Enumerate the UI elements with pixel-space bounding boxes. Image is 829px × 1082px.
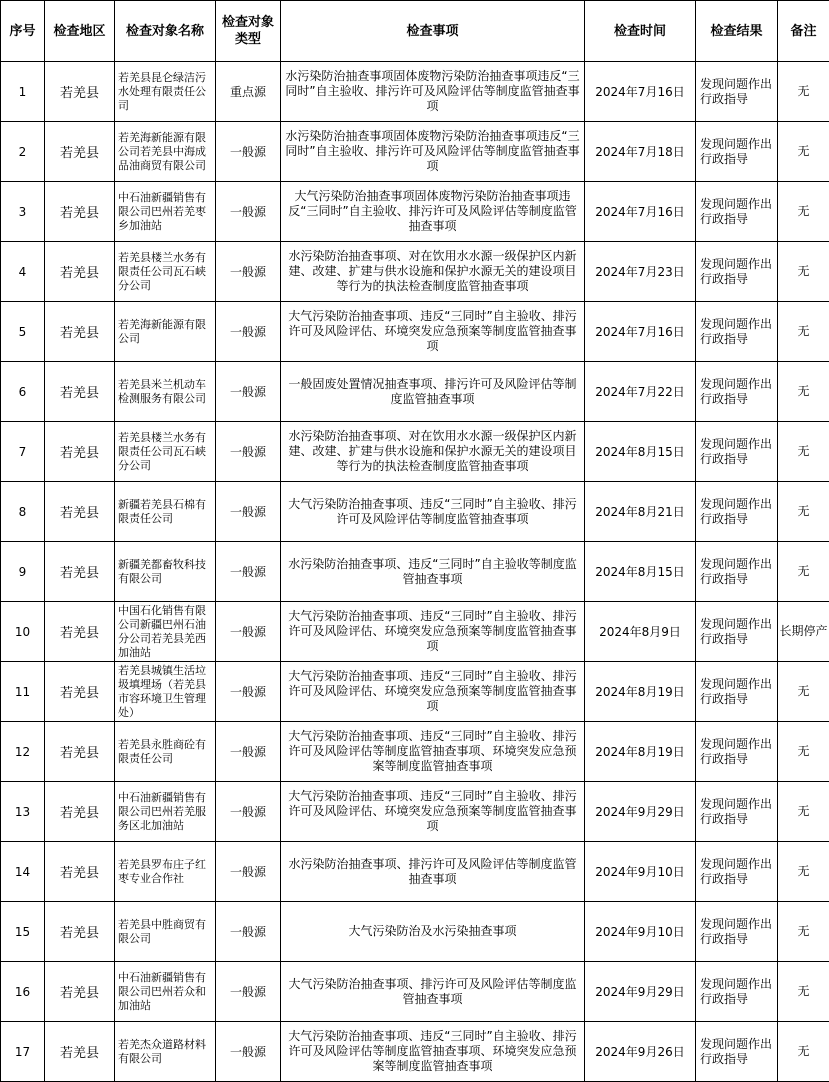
- cell-no: 11: [1, 662, 45, 722]
- cell-inspection-items: [281, 302, 585, 362]
- cell-object-type: 一般源: [216, 302, 281, 362]
- cell-inspection-date: 2024年7月23日: [585, 242, 696, 302]
- cell-inspection-date: 2024年7月16日: [585, 182, 696, 242]
- cell-object-name: [115, 542, 216, 602]
- cell-object-name: [115, 1022, 216, 1082]
- cell-no: 15: [1, 902, 45, 962]
- cell-object-name: [115, 122, 216, 182]
- cell-object-type: 一般源: [216, 182, 281, 242]
- cell-object-type: 重点源: [216, 62, 281, 122]
- cell-note: 无: [778, 662, 829, 722]
- cell-note: 无: [778, 422, 829, 482]
- cell-note: 无: [778, 242, 829, 302]
- cell-note: 无: [778, 482, 829, 542]
- cell-inspection-result: 发现问题作出行政指导: [696, 62, 778, 122]
- cell-inspection-items: [281, 62, 585, 122]
- header-items: 检查事项: [281, 1, 585, 62]
- cell-inspection-items: [281, 1022, 585, 1082]
- table-row: [1, 482, 829, 542]
- cell-inspection-items: [281, 542, 585, 602]
- cell-inspection-date: 2024年9月26日: [585, 1022, 696, 1082]
- cell-inspection-items-text: 大气污染防治抽查事项、违反“三同时”自主验收、排污许可及风险评估等制度监管抽查事项、环境突发应急预案等制度监管抽查事项: [284, 1029, 581, 1074]
- table-row: [1, 662, 829, 722]
- cell-note: 无: [778, 782, 829, 842]
- cell-note: 无: [778, 842, 829, 902]
- cell-inspection-items: [281, 182, 585, 242]
- cell-object-type: 一般源: [216, 662, 281, 722]
- cell-area: 若羌县: [45, 182, 115, 242]
- table-row: [1, 542, 829, 602]
- header-no: 序号: [1, 1, 45, 62]
- cell-object-type: 一般源: [216, 602, 281, 662]
- cell-inspection-items: [281, 842, 585, 902]
- cell-no: 9: [1, 542, 45, 602]
- cell-area: 若羌县: [45, 242, 115, 302]
- cell-inspection-items-text: 大气污染防治抽查事项、违反“三同时”自主验收、排污许可及风险评估等制度监管抽查事项、环境突发应急预案等制度监管抽查事项: [284, 729, 581, 774]
- cell-no: 6: [1, 362, 45, 422]
- cell-object-name: [115, 422, 216, 482]
- cell-object-name: [115, 602, 216, 662]
- cell-object-name-text: 新疆若羌县石棉有限责任公司: [118, 498, 212, 526]
- cell-object-type: 一般源: [216, 482, 281, 542]
- cell-object-name-text: 中石油新疆销售有限公司巴州若众和加油站: [118, 971, 212, 1013]
- table-row: [1, 722, 829, 782]
- cell-note: 无: [778, 1022, 829, 1082]
- cell-inspection-date: 2024年9月29日: [585, 782, 696, 842]
- cell-note: 无: [778, 542, 829, 602]
- cell-inspection-result: 发现问题作出行政指导: [696, 902, 778, 962]
- cell-inspection-result: 发现问题作出行政指导: [696, 842, 778, 902]
- cell-no: 2: [1, 122, 45, 182]
- table-row: [1, 62, 829, 122]
- cell-no: 10: [1, 602, 45, 662]
- cell-area: 若羌县: [45, 482, 115, 542]
- cell-note: 无: [778, 182, 829, 242]
- cell-inspection-result: 发现问题作出行政指导: [696, 722, 778, 782]
- cell-object-name: [115, 242, 216, 302]
- cell-object-name: [115, 182, 216, 242]
- cell-area: 若羌县: [45, 302, 115, 362]
- cell-object-name: [115, 842, 216, 902]
- cell-area: 若羌县: [45, 782, 115, 842]
- cell-object-name: [115, 62, 216, 122]
- cell-object-name-text: 若羌县城镇生活垃圾填埋场（若羌县市容环境卫生管理处）: [118, 664, 212, 720]
- cell-no: 3: [1, 182, 45, 242]
- table-row: [1, 122, 829, 182]
- cell-object-name-text: 中国石化销售有限公司新疆巴州石油分公司若羌县羌西加油站: [118, 604, 212, 660]
- cell-object-type: 一般源: [216, 542, 281, 602]
- table-row: [1, 842, 829, 902]
- cell-area: 若羌县: [45, 602, 115, 662]
- header-result: 检查结果: [696, 1, 778, 62]
- cell-inspection-items-text: 水污染防治抽查事项、排污许可及风险评估等制度监管抽查事项: [284, 857, 581, 887]
- cell-inspection-date: 2024年8月15日: [585, 542, 696, 602]
- cell-object-name: [115, 962, 216, 1022]
- cell-area: 若羌县: [45, 962, 115, 1022]
- cell-inspection-items-text: 一般固废处置情况抽查事项、排污许可及风险评估等制度监管抽查事项: [284, 377, 581, 407]
- cell-inspection-items: [281, 662, 585, 722]
- cell-area: 若羌县: [45, 122, 115, 182]
- cell-inspection-result: 发现问题作出行政指导: [696, 422, 778, 482]
- cell-inspection-date: 2024年7月16日: [585, 62, 696, 122]
- cell-inspection-date: 2024年8月15日: [585, 422, 696, 482]
- cell-inspection-items: [281, 722, 585, 782]
- cell-inspection-result: 发现问题作出行政指导: [696, 962, 778, 1022]
- cell-object-name-text: 中石油新疆销售有限公司巴州若羌枣乡加油站: [118, 191, 212, 233]
- cell-object-name-text: 中石油新疆销售有限公司巴州若羌服务区北加油站: [118, 791, 212, 833]
- cell-no: 8: [1, 482, 45, 542]
- cell-inspection-result: 发现问题作出行政指导: [696, 182, 778, 242]
- cell-inspection-result: 发现问题作出行政指导: [696, 662, 778, 722]
- cell-inspection-date: 2024年7月22日: [585, 362, 696, 422]
- cell-object-name-text: 若羌县昆仑绿洁污水处理有限责任公司: [118, 71, 212, 113]
- table-row: [1, 782, 829, 842]
- table-row: [1, 242, 829, 302]
- cell-object-type: 一般源: [216, 782, 281, 842]
- cell-inspection-result: 发现问题作出行政指导: [696, 302, 778, 362]
- cell-inspection-items-text: 水污染防治抽查事项、违反“三同时”自主验收等制度监管抽查事项: [284, 557, 581, 587]
- cell-inspection-result: 发现问题作出行政指导: [696, 122, 778, 182]
- header-area: 检查地区: [45, 1, 115, 62]
- cell-note: 无: [778, 302, 829, 362]
- cell-object-type: 一般源: [216, 122, 281, 182]
- cell-inspection-date: 2024年9月10日: [585, 902, 696, 962]
- cell-no: 7: [1, 422, 45, 482]
- cell-no: 5: [1, 302, 45, 362]
- cell-area: 若羌县: [45, 842, 115, 902]
- cell-inspection-items-text: 大气污染防治抽查事项固体废物污染防治抽查事项违反“三同时”自主验收、排污许可及风险评估等制度监管抽查事项: [284, 189, 581, 234]
- cell-inspection-items-text: 水污染防治抽查事项、对在饮用水水源一级保护区内新建、改建、扩建与供水设施和保护水源无关的建设项目等行为的执法检查制度监管抽查事项: [284, 249, 581, 294]
- cell-note: 无: [778, 122, 829, 182]
- table-row: [1, 422, 829, 482]
- cell-inspection-date: 2024年9月10日: [585, 842, 696, 902]
- cell-inspection-result: 发现问题作出行政指导: [696, 362, 778, 422]
- table-row: [1, 362, 829, 422]
- cell-no: 4: [1, 242, 45, 302]
- cell-inspection-items: [281, 242, 585, 302]
- cell-inspection-result: 发现问题作出行政指导: [696, 242, 778, 302]
- cell-object-type: 一般源: [216, 362, 281, 422]
- cell-inspection-items: [281, 122, 585, 182]
- header-name: 检查对象名称: [115, 1, 216, 62]
- table-row: [1, 302, 829, 362]
- header-row: [1, 1, 829, 62]
- cell-object-type: 一般源: [216, 962, 281, 1022]
- cell-object-name-text: 若羌县罗布庄子红枣专业合作社: [118, 858, 212, 886]
- table-row: [1, 182, 829, 242]
- cell-object-name: [115, 782, 216, 842]
- cell-note: 长期停产: [778, 602, 829, 662]
- cell-area: 若羌县: [45, 902, 115, 962]
- table-row: [1, 962, 829, 1022]
- cell-object-name-text: 若羌县楼兰水务有限责任公司瓦石峡分公司: [118, 251, 212, 293]
- cell-inspection-date: 2024年8月21日: [585, 482, 696, 542]
- cell-object-name-text: 若羌海新能源有限公司: [118, 318, 212, 346]
- cell-area: 若羌县: [45, 662, 115, 722]
- cell-no: 12: [1, 722, 45, 782]
- cell-area: 若羌县: [45, 1022, 115, 1082]
- cell-note: 无: [778, 902, 829, 962]
- cell-inspection-items-text: 水污染防治抽查事项固体废物污染防治抽查事项违反“三同时”自主验收、排污许可及风险评估等制度监管抽查事项: [284, 129, 581, 174]
- cell-area: 若羌县: [45, 422, 115, 482]
- cell-object-name-text: 新疆羌都畜牧科技有限公司: [118, 558, 212, 586]
- table-body: [1, 62, 829, 1082]
- cell-inspection-date: 2024年7月18日: [585, 122, 696, 182]
- cell-object-name: [115, 902, 216, 962]
- cell-object-type: 一般源: [216, 422, 281, 482]
- cell-object-type: 一般源: [216, 242, 281, 302]
- cell-object-name: [115, 482, 216, 542]
- cell-inspection-items-text: 水污染防治抽查事项、对在饮用水水源一级保护区内新建、改建、扩建与供水设施和保护水源无关的建设项目等行为的执法检查制度监管抽查事项: [284, 429, 581, 474]
- cell-inspection-result: 发现问题作出行政指导: [696, 782, 778, 842]
- cell-area: 若羌县: [45, 362, 115, 422]
- cell-inspection-items-text: 大气污染防治及水污染抽查事项: [284, 924, 581, 939]
- cell-object-name: [115, 722, 216, 782]
- cell-inspection-result: 发现问题作出行政指导: [696, 602, 778, 662]
- cell-inspection-items-text: 大气污染防治抽查事项、违反“三同时”自主验收、排污许可及风险评估、环境突发应急预案等制度监管抽查事项: [284, 789, 581, 834]
- cell-no: 17: [1, 1022, 45, 1082]
- cell-inspection-result: 发现问题作出行政指导: [696, 482, 778, 542]
- cell-inspection-date: 2024年8月9日: [585, 602, 696, 662]
- cell-note: 无: [778, 62, 829, 122]
- cell-inspection-items: [281, 362, 585, 422]
- cell-inspection-items-text: 大气污染防治抽查事项、排污许可及风险评估等制度监管抽查事项: [284, 977, 581, 1007]
- header-date: 检查时间: [585, 1, 696, 62]
- cell-inspection-items-text: 大气污染防治抽查事项、违反“三同时”自主验收、排污许可及风险评估、环境突发应急预案等制度监管抽查事项: [284, 309, 581, 354]
- cell-inspection-items: [281, 782, 585, 842]
- cell-inspection-date: 2024年8月19日: [585, 662, 696, 722]
- cell-no: 14: [1, 842, 45, 902]
- cell-inspection-date: 2024年9月29日: [585, 962, 696, 1022]
- cell-object-name: [115, 302, 216, 362]
- cell-inspection-items: [281, 422, 585, 482]
- cell-inspection-items-text: 大气污染防治抽查事项、违反“三同时”自主验收、排污许可及风险评估、环境突发应急预案等制度监管抽查事项: [284, 609, 581, 654]
- cell-object-type: 一般源: [216, 1022, 281, 1082]
- cell-inspection-items-text: 大气污染防治抽查事项、违反“三同时”自主验收、排污许可及风险评估、环境突发应急预案等制度监管抽查事项: [284, 669, 581, 714]
- header-type: 检查对象类型: [216, 1, 281, 62]
- cell-object-type: 一般源: [216, 722, 281, 782]
- cell-inspection-items: [281, 602, 585, 662]
- cell-note: 无: [778, 362, 829, 422]
- cell-object-type: 一般源: [216, 842, 281, 902]
- cell-object-type: 一般源: [216, 902, 281, 962]
- table-row: [1, 1022, 829, 1082]
- cell-inspection-items-text: 水污染防治抽查事项固体废物污染防治抽查事项违反“三同时”自主验收、排污许可及风险评估等制度监管抽查事项: [284, 69, 581, 114]
- cell-object-name-text: 若羌县楼兰水务有限责任公司瓦石峡分公司: [118, 431, 212, 473]
- header-note: 备注: [778, 1, 829, 62]
- cell-object-name: [115, 362, 216, 422]
- cell-object-name-text: 若羌县永胜商砼有限责任公司: [118, 738, 212, 766]
- cell-object-name-text: 若羌县米兰机动车检测服务有限公司: [118, 378, 212, 406]
- cell-area: 若羌县: [45, 722, 115, 782]
- cell-area: 若羌县: [45, 62, 115, 122]
- cell-inspection-items-text: 大气污染防治抽查事项、违反“三同时”自主验收、排污许可及风险评估等制度监管抽查事项: [284, 497, 581, 527]
- cell-object-name-text: 若羌杰众道路材料有限公司: [118, 1038, 212, 1066]
- cell-object-name: [115, 662, 216, 722]
- cell-no: 16: [1, 962, 45, 1022]
- cell-inspection-result: 发现问题作出行政指导: [696, 542, 778, 602]
- cell-inspection-items: [281, 482, 585, 542]
- table-row: [1, 602, 829, 662]
- cell-note: 无: [778, 722, 829, 782]
- cell-object-name-text: 若羌海新能源有限公司若羌县中海成品油商贸有限公司: [118, 131, 212, 173]
- cell-no: 1: [1, 62, 45, 122]
- cell-inspection-date: 2024年7月16日: [585, 302, 696, 362]
- table-row: [1, 902, 829, 962]
- cell-inspection-items: [281, 962, 585, 1022]
- cell-inspection-result: 发现问题作出行政指导: [696, 1022, 778, 1082]
- cell-no: 13: [1, 782, 45, 842]
- cell-area: 若羌县: [45, 542, 115, 602]
- cell-object-name-text: 若羌县中胜商贸有限公司: [118, 918, 212, 946]
- cell-inspection-date: 2024年8月19日: [585, 722, 696, 782]
- cell-note: 无: [778, 962, 829, 1022]
- cell-inspection-items: [281, 902, 585, 962]
